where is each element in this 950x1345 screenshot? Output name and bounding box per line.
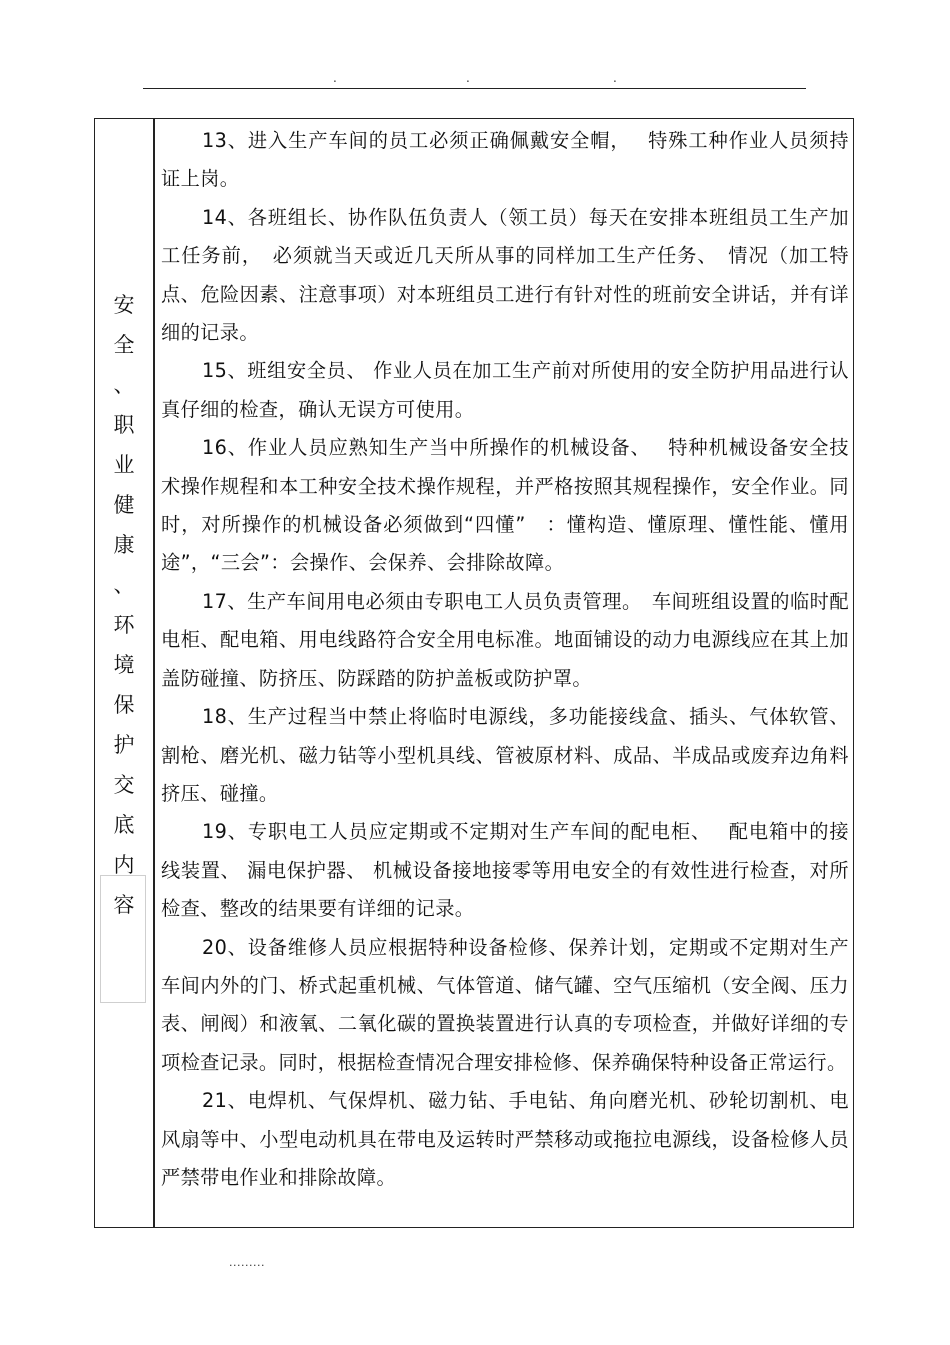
rule-13: 13、进入生产车间的员工必须正确佩戴安全帽， 特殊工种作业人员须持证上岗。 xyxy=(161,129,849,191)
rule-14: 14、各班组长、协作队伍负责人（领工员）每天在安排本班组员工生产加工任务前， 必须就当天或近几天所从事的同样加工生产任务、 情况（加工特点、危险因素、注意事项）对本班组员工进行有针对性的班前安全讲话，并有详细的记录。 xyxy=(161,205,849,345)
header-dot: . xyxy=(613,71,617,85)
rule-17: 17、生产车间用电必须由专职电工人员负责管理。 车间班组设置的临时配电柜、配电箱、用电线路符合安全用电标准。地面铺设的动力电源线应在其上加盖防碰撞、防挤压、防踩踏的防护盖板或防护罩。 xyxy=(161,589,849,690)
footer-dots: ......... xyxy=(229,1256,265,1269)
label-box xyxy=(100,875,146,1003)
column-divider xyxy=(153,118,155,1228)
header-dot: . xyxy=(466,71,470,85)
left-header-cell xyxy=(96,118,152,1226)
rule-15: 15、班组安全员、 作业人员在加工生产前对所使用的安全防护用品进行认真仔细的检查，确认无误方可使用。 xyxy=(161,359,849,421)
rule-20: 20、设备维修人员应根据特种设备检修、保养计划，定期或不定期对生产车间内外的门、桥式起重机械、气体管道、储气罐、空气压缩机（安全阀、压力表、闸阀）和液氧、二氧化碳的置换装置进行认真的专项检查，并做好详细的专项检查记录。同时，根据检查情况合理安排检修、保养确保特种设备正常运行。 xyxy=(161,935,849,1074)
section-label: 安 全 、 职 业 健 康 、 环 境 保 护 交 底 内 容 xyxy=(113,293,135,917)
rule-19: 19、专职电工人员应定期或不定期对生产车间的配电柜、 配电箱中的接线装置、 漏电保护器、 机械设备接地接零等用电安全的有效性进行检查，对所检查、整改的结果要有详细的记录。 xyxy=(161,820,849,921)
content-cell xyxy=(161,122,849,1197)
rule-16: 16、作业人员应熟知生产当中所操作的机械设备、 特种机械设备安全技术操作规程和本工种安全技术操作规程，并严格按照其规程操作，安全作业。同时，对所操作的机械设备必须做到“四懂” ：懂构造、懂原理、懂性能、懂用途”，“三会”：会操作、会保养、会排除故障。 xyxy=(161,436,849,575)
rule-18: 18、生产过程当中禁止将临时电源线，多功能接线盒、插头、气体软管、割枪、磨光机、磁力钻等小型机具线、管被原材料、成品、半成品或废弃边角料挤压、碰撞。 xyxy=(161,705,849,805)
header-dot: . xyxy=(333,71,337,85)
rule-21: 21、电焊机、气保焊机、磁力钻、手电钻、角向磨光机、砂轮切割机、电风扇等中、小型电动机具在带电及运转时严禁移动或拖拉电源线，设备检修人员严禁带电作业和排除故障。 xyxy=(161,1089,849,1189)
header-rule xyxy=(143,88,806,89)
